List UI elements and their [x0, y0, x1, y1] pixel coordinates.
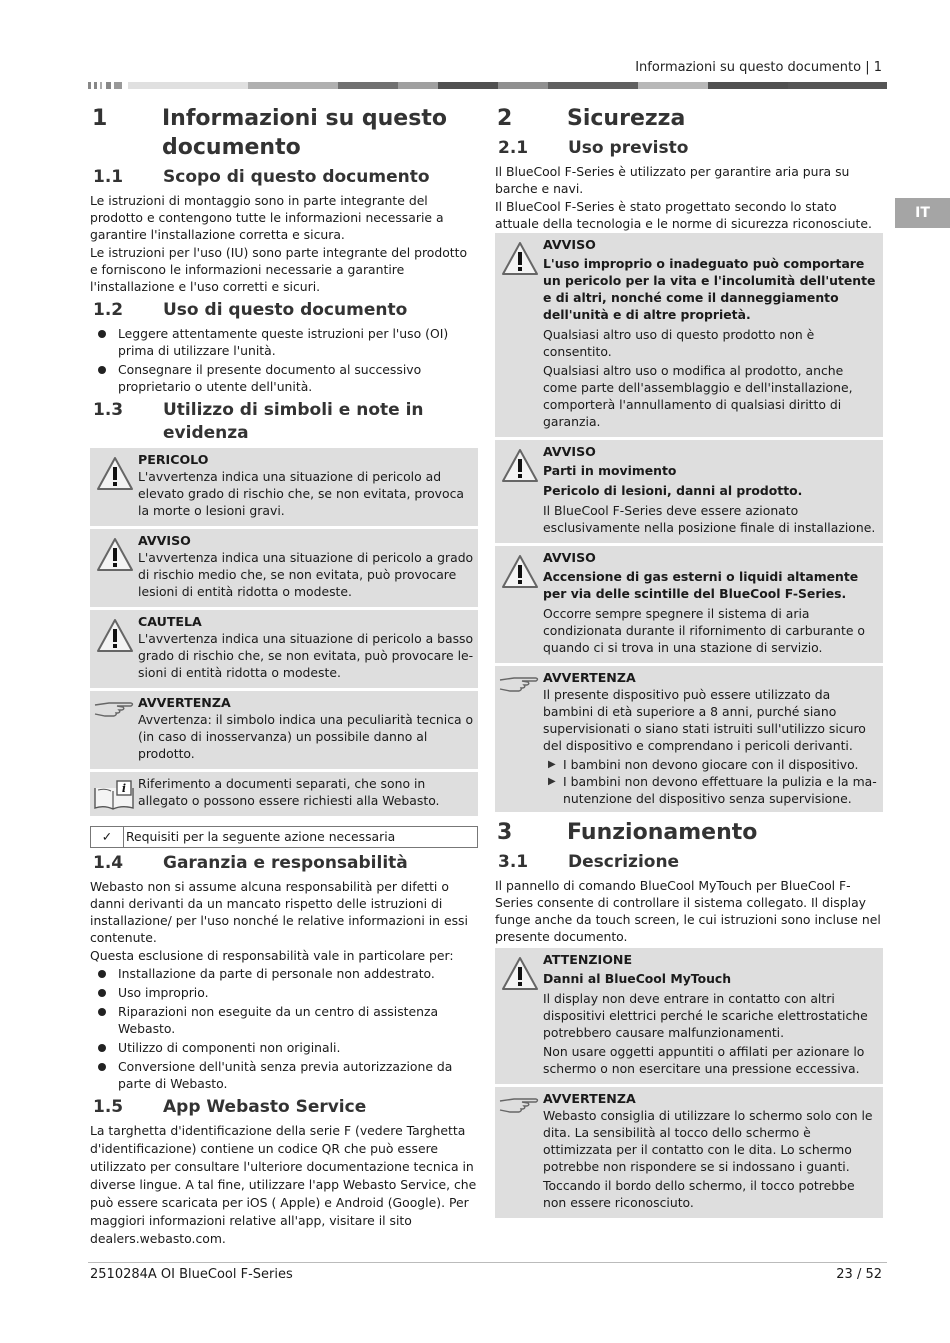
- language-tab: IT: [895, 198, 950, 228]
- paragraph: Il BlueCool F-Series è stato progettato secondo lo stato attuale della tecnologia e le norme di sicurezza riconosciute.: [495, 199, 872, 231]
- running-header: Informazioni su questo documento | 1: [635, 60, 882, 75]
- paragraph: Il BlueCool F-Series è utilizzato per garantire aria pura su barche e navi.: [495, 164, 850, 196]
- section-2-heading: 2 Sicurezza: [497, 106, 686, 131]
- section-3-heading: 3 Funzionamento: [497, 820, 758, 845]
- list-item: Installazione da parte di personale non addestrato.: [90, 965, 478, 982]
- list-item: Riparazioni non eseguite da un centro di assistenza Webasto.: [90, 1003, 478, 1037]
- footer-document-id: 2510284A OI BlueCool F-Series: [90, 1267, 293, 1282]
- section-1-5-heading: 1.5 App Webasto Service: [93, 1097, 367, 1117]
- section-1-2-heading: 1.2 Uso di questo documento: [93, 300, 408, 320]
- paragraph: Le istruzioni per l'uso (IU) sono parte integrante del prodotto e forniscono le informazioni necessarie a garantire l'installazione e l'uso corretti e sicuri.: [90, 245, 468, 294]
- section-2-1-heading: 2.1 Uso previsto: [498, 138, 689, 158]
- avviso-box: AVVISO L'uso improprio o inadeguato può comportare un pericolo per la vita e l'incolumità dell'utente e di altri, nonché come il danneggiamento dell'unità e di altre proprietà. Qualsiasi altro uso di questo prodotto non è consentito. Qualsiasi altro uso o modifica al prodotto, anche come parte dell'assemblaggio e dell'installazione, comporterà l'annullamento di qualsiasi diritto di garanzia.: [495, 233, 883, 437]
- right-column: [495, 104, 883, 1221]
- list-item: ▶ I bambini non devono giocare con il dispositivo.: [543, 756, 879, 773]
- pointing-hand-icon: [498, 672, 540, 696]
- list-item: Consegnare il presente documento al successivo proprietario o utente dell'unità.: [90, 361, 478, 395]
- avvertenza-box: AVVERTENZA Webasto consiglia di utilizzare lo schermo solo con le dita. La sensibilità al tocco dello schermo è ottimizzata per il contatto con le dita. Lo schermo potrebbe non rispondere se si indossano i guanti. Toccando il bordo dello schermo, il tocco potrebbe non essere riconosciuto.: [495, 1087, 883, 1218]
- attenzione-box: ATTENZIONE Danni al BlueCool MyTouch Il display non deve entrare in contatto con altri dispositivi elettrici perché le scariche elettrostatiche potrebbero causare malfunzionamenti. Non usare oggetti appuntiti o affilati per azionare lo schermo o non esercitare una pressione eccessiva.: [495, 948, 883, 1084]
- paragraph: Webasto non si assume alcuna responsabilità per difetti o danni derivanti da un mancato rispetto delle istruzioni di installazione/ per l'uso nonché le relative informazioni in essi contenute.: [90, 879, 468, 945]
- check-icon: ✓: [91, 827, 124, 847]
- bullet-list: [90, 965, 478, 1092]
- paragraph: La targhetta d'identificazione della serie F (vedere Targhetta d'identificazione) contiene un codice QR che può essere utilizzato per consultare l'ulteriore documentazione tecnica in diverse lingue. A tal fine, utilizzare l'app Webasto Service, che può essere scaricata per iOS ( Apple) e Android (Google). Per maggiori informazioni relative all'app, visitare il sito dealers.webasto.com.: [90, 1123, 477, 1246]
- warning-triangle-icon: [500, 955, 540, 993]
- left-column: [90, 104, 478, 1249]
- avviso-box: AVVISO L'avvertenza indica una situazione di pericolo a grado di rischio medio che, se non evitata, può provocare lesioni di entità ridotta o modeste.: [90, 529, 478, 607]
- avviso-box: AVVISO Accensione di gas esterni o liquidi altamente per via delle scintille del BlueCool F-Series. Occorre sempre spegnere il sistema di aria condizionata durante il rifornimento di carburante o quando ci si trova in una stazione di servizio.: [495, 546, 883, 663]
- warning-triangle-icon: [95, 617, 135, 655]
- section-1-1-heading: 1.1 Scopo di questo documento: [93, 167, 430, 187]
- cautela-box: CAUTELA L'avvertenza indica una situazione di pericolo a basso grado di rischio che, se non evitata, può provocare lesioni di entità ridotta o modeste.: [90, 610, 478, 688]
- list-item: ▶ I bambini non devono effettuare la pulizia e la manutenzione del dispositivo senza supervisione.: [543, 773, 879, 807]
- warning-triangle-icon: [500, 553, 540, 591]
- footer-rule: [88, 1262, 887, 1263]
- footer-page-number: 23 / 52: [836, 1267, 882, 1282]
- header-color-bar: [88, 82, 887, 89]
- paragraph: Questa esclusione di responsabilità vale in particolare per:: [90, 948, 454, 963]
- avvertenza-box: AVVERTENZA Avvertenza: il simbolo indica una peculiarità tecnica o (in caso di inosservanza) un possibile danno al prodotto.: [90, 691, 478, 769]
- bullet-list: [90, 325, 478, 395]
- warning-triangle-icon: [95, 455, 135, 493]
- warning-triangle-icon: [500, 240, 540, 278]
- pericolo-box: PERICOLO L'avvertenza indica una situazione di pericolo ad elevato grado di rischio che, se non evitata, provoca la morte o lesioni gravi.: [90, 448, 478, 526]
- list-item: Utilizzo di componenti non originali.: [90, 1039, 478, 1056]
- avvertenza-box: AVVERTENZA Il presente dispositivo può essere utilizzato da bambini di età superiore a 8 anni, purché siano supervisionati o siano stati istruiti sull'utilizzo sicuro del dispositivo e comprendano i pericoli derivanti. ▶ I bambini non devono giocare con il dispositivo. ▶ I bambini non devono effettuare la pulizia e la manutenzione del dispositivo senza supervisione.: [495, 666, 883, 812]
- pointing-hand-icon: [93, 697, 135, 721]
- svg-text:i: i: [121, 782, 127, 795]
- riferimento-box: i Riferimento a documenti separati, che sono in allegato o possono essere richiesti alla Webasto.: [90, 772, 478, 816]
- section-3-1-heading: 3.1 Descrizione: [498, 852, 680, 872]
- manual-info-icon: [93, 778, 135, 812]
- warning-triangle-icon: [95, 536, 135, 574]
- warning-triangle-icon: [500, 447, 540, 485]
- section-1-4-heading: 1.4 Garanzia e responsabilità: [93, 853, 408, 873]
- pointing-hand-icon: [498, 1093, 540, 1117]
- section-1-3-heading: 1.3 Utilizzo di simboli e note in evidenza: [93, 400, 424, 443]
- list-item: Conversione dell'unità senza previa autorizzazione da parte di Webasto.: [90, 1058, 478, 1092]
- section-1-heading: 1 Informazioni su questo documento: [92, 106, 447, 160]
- paragraph: Il pannello di comando BlueCool MyTouch per BlueCool F-Series consente di controllare il sistema collegato. Il display funge anche da touch screen, le cui istruzioni sono incluse nel presente documento.: [495, 878, 881, 944]
- paragraph: Le istruzioni di montaggio sono in parte integrante del prodotto e contengono tutte le informazioni necessarie a garantire l'installazione corretta e sicura.: [90, 193, 444, 242]
- avviso-box: AVVISO Parti in movimento Pericolo di lesioni, danni al prodotto. Il BlueCool F-Series deve essere azionato esclusivamente nella posizione finale di installazione.: [495, 440, 883, 543]
- list-item: Uso improprio.: [90, 984, 478, 1001]
- list-item: Leggere attentamente queste istruzioni per l'uso (OI) prima di utilizzare l'unità.: [90, 325, 478, 359]
- requirements-row: ✓ Requisiti per la seguente azione necessaria: [90, 826, 478, 848]
